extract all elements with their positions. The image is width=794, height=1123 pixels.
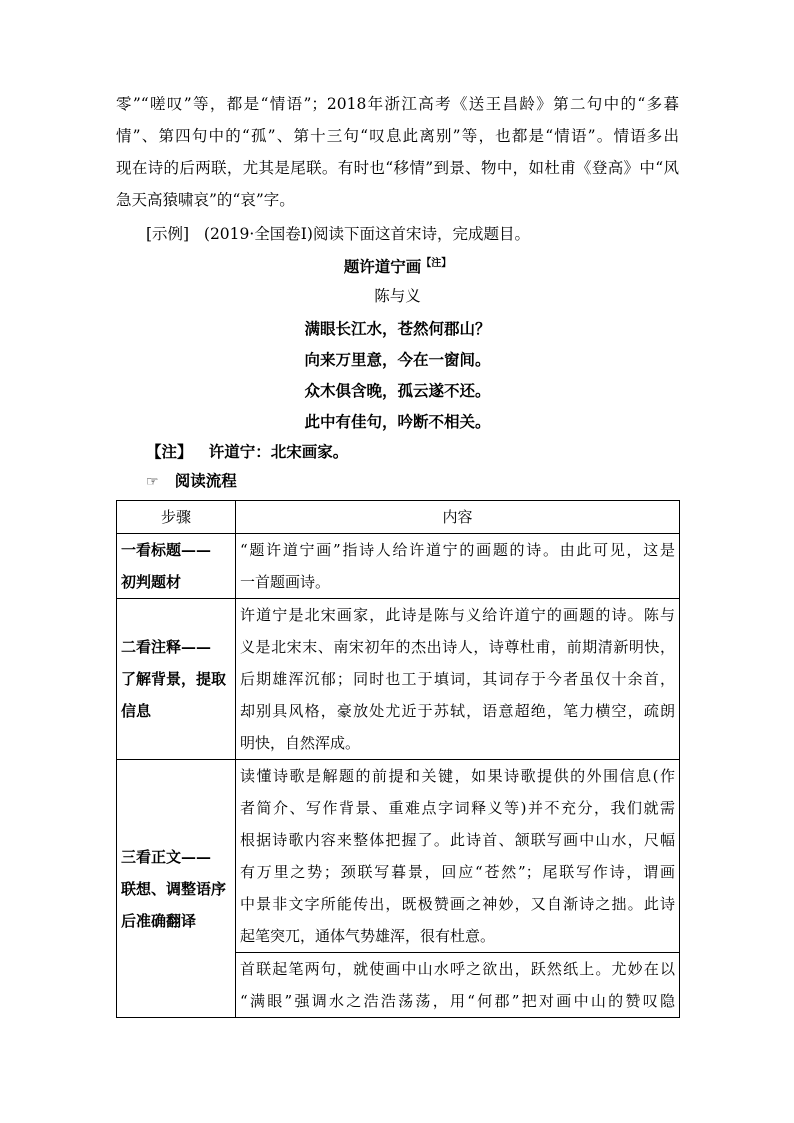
intro-line: 零”“嗟叹”等，都是“情语”；2018年浙江高考《送王昌龄》第二句中的“多暮 [116,95,679,113]
step-line: 信息 [121,702,152,720]
intro-paragraph [116,88,679,216]
pointing-hand-icon: ☞ [146,474,159,490]
poem-note-mark: 【注】 [421,258,452,269]
example-line [146,218,679,250]
content-line: 一首题画诗。 [240,573,331,591]
header-step: 步骤 [117,501,236,534]
content-cell [236,760,680,953]
content-line: 有万里之势；颈联写暮景，回应“苍然”；尾联写作诗，谓画 [240,863,675,881]
step-line: 了解背景，提取 [121,670,227,688]
content-line: 明快，自然浑成。 [240,734,361,752]
poem-body [116,313,679,437]
flow-heading-text: 阅读流程 [174,471,237,490]
note-text: 许道宁：北宋画家。 [208,442,349,461]
step-line: 联想、调整语序 [121,879,227,898]
poem-heading [116,250,679,281]
step-line: 一看标题—— [121,541,212,559]
poem-line: 此中有佳句，吟断不相关。 [304,412,491,431]
intro-line: 现在诗的后两联，尤其是尾联。有时也“移情”到景、物中，如杜甫《登高》中“风 [116,159,679,177]
table-row [117,599,680,760]
example-label: [示例] [146,225,190,243]
content-cell [236,599,680,760]
step-line: 后准确翻译 [121,911,197,930]
content-line: 义是北宋末、南宋初年的杰出诗人，诗尊杜甫，前期清新明快， [240,638,675,656]
content-line: 起笔突兀，通体气势雄浑，很有杜意。 [240,927,496,945]
content-line: “题许道宁画”指诗人给许道宁的画题的诗。由此可见，这是 [240,541,675,559]
poem-line: 向来万里意，今在一窗间。 [304,350,491,369]
step-cell [117,760,236,1018]
step-cell [117,599,236,760]
content-line: 中景非文字所能传出，既极赞画之神妙，又自渐诗之拙。此诗 [240,895,675,913]
poem-line: 满眼长江水，苍然何郡山？ [304,319,491,338]
table-row [117,534,680,599]
reading-flow-table [116,500,680,1018]
step-line: 三看正文—— [121,847,212,866]
step-line: 二看注释—— [121,638,212,656]
poem-line: 众木俱含晚，孤云遂不还。 [304,381,491,400]
flow-heading [146,465,679,498]
step-line: 初判题材 [121,573,182,591]
note-label: 【注】 [146,442,193,461]
table-header-row [117,501,680,534]
content-cell [236,953,680,1018]
example-text: (2019·全国卷Ⅰ)阅读下面这首宋诗，完成题目。 [203,225,530,243]
step-cell [117,534,236,599]
content-line: 却别具风格，豪放处尤近于苏轼，语意超绝，笔力横空，疏朗 [240,702,675,720]
content-line: 许道宁是北宋画家，此诗是陈与义给许道宁的画题的诗。陈与 [240,606,675,624]
content-line: 读懂诗歌是解题的前提和关键，如果诗歌提供的外围信息(作 [240,767,675,785]
header-content: 内容 [236,501,680,534]
poem-title: 题许道宁画 [343,257,422,277]
note-line [146,436,679,468]
content-line: 后期雄浑沉郁；同时也工于填词，其词存于今者虽仅十余首， [240,670,675,688]
content-line: 首联起笔两句，就使画中山水呼之欲出，跃然纸上。尤妙在以 [240,960,675,978]
content-line: 根据诗歌内容来整体把握了。此诗首、颔联写画中山水，尺幅 [240,831,675,849]
poem-author: 陈与义 [374,287,421,305]
content-line: 者简介、写作背景、重难点字词释义等)并不充分，我们就需 [240,799,675,817]
content-line: “满眼”强调水之浩浩荡荡，用“何郡”把对画中山的赞叹隐 [240,992,675,1010]
table-row [117,760,680,953]
content-cell [236,534,680,599]
intro-line: 情”、第四句中的“孤”、第十三句“叹息此离别”等，也都是“情语”。情语多出 [116,127,679,145]
intro-line: 急天高猿啸哀”的“哀”字。 [116,191,295,209]
